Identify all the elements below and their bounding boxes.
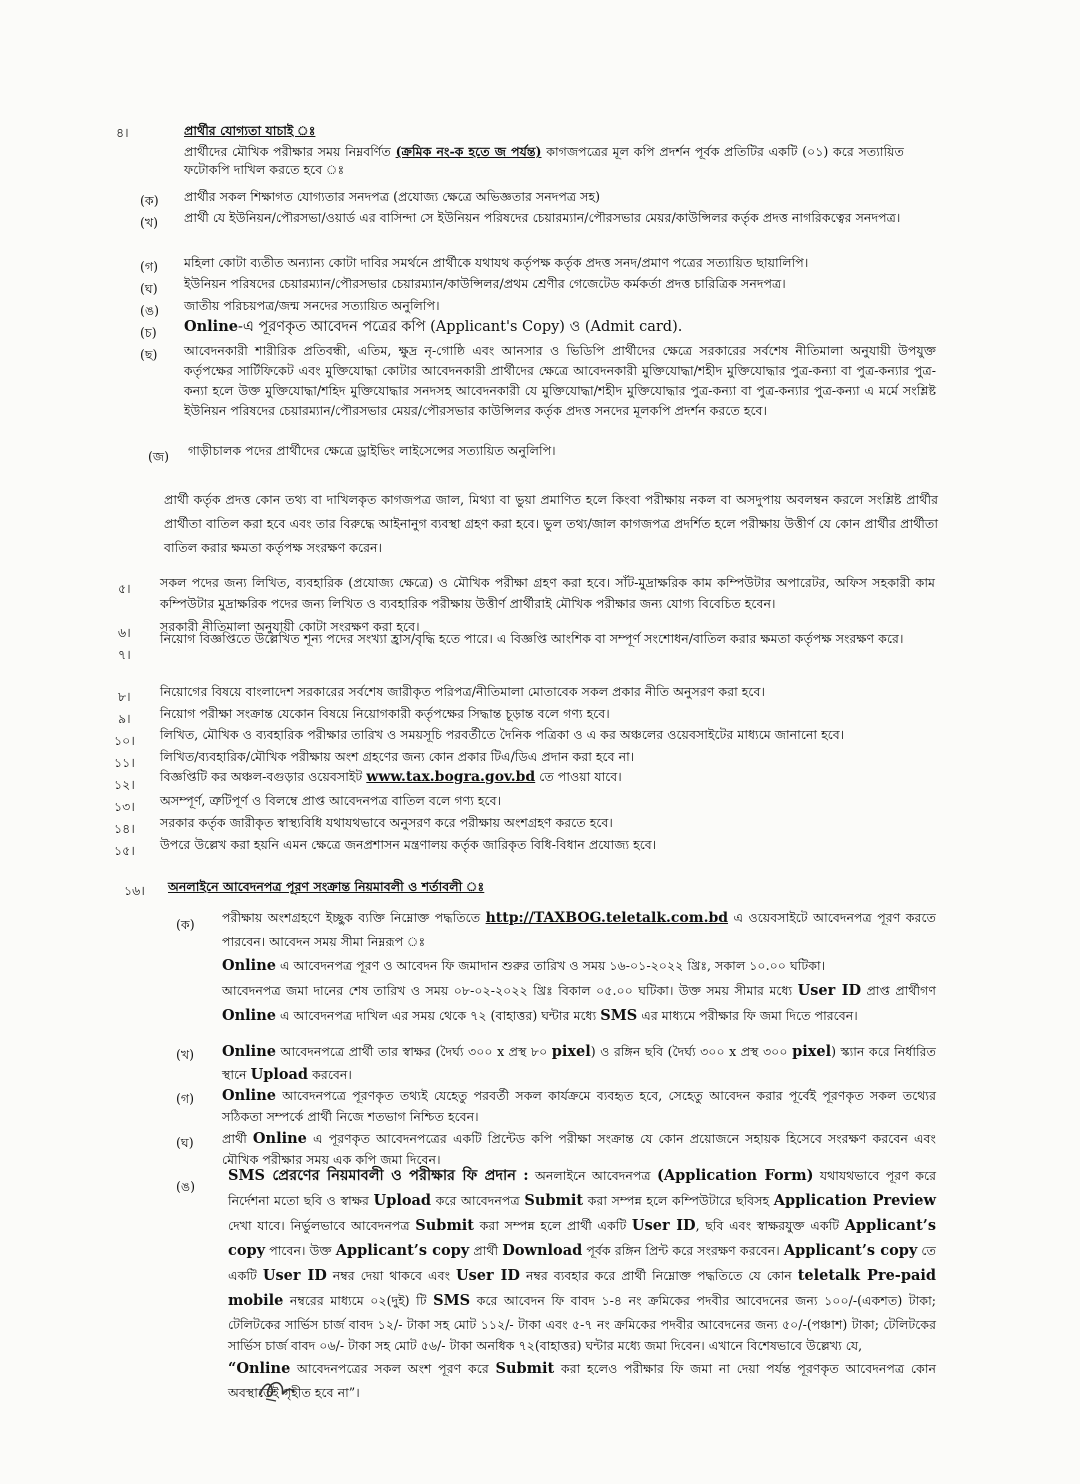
rule-text-part: এ পূরণকৃত আবেদনপত্রের একটি প্রিন্টেড কপি পরীক্ষা সংক্রান্ত যে কোন প্রয়োজনে সহায়ক হিসেবে সংরক্ষণ করবেন এবং মৌখিক পরীক্ষার সময় এক কপি জমা দিবেন। <box>222 1131 936 1168</box>
rule-text-part: করা সম্পন্ন হলে প্রার্থী একটি <box>474 1217 632 1233</box>
list-item: জাতীয় পরিচয়পত্র/জন্ম সনদের সত্যায়িত অনুলিপি। <box>184 298 440 313</box>
list-item: আবেদনকারী শারীরিক প্রতিবন্ধী, এতিম, ক্ষুদ্র নৃ-গোষ্ঠি এবং আনসার ও ভিডিপি প্রার্থীদের ক্ষেত্রে সরকারের সর্বশেষ নীতিমালা অনুযায়ী উপযুক্ত কর্তৃপক্ষের সার্টিফিকেট এবং মুক্তিযোদ্ধা কোটার আবেদনকারী প্রার্থীদের ক্ষেত্রে আবেদনকারী মুক্তিযোদ্ধা/শহীদ মুক্তিযোদ্ধার পুত্র-কন্যা বা পুত্র-কন্যার পুত্র-কন্যা হলে উক্ত মুক্তিযোদ্ধা/শহিদ মুক্তিযোদ্ধার সনদসহ আবেদনকারী যে মুক্তিযোদ্ধা/শহীদ মুক্তিযোদ্ধার পুত্র-কন্যা বা পুত্র-কন্যার পুত্র-কন্যা এ মর্মে সংশ্লিষ্ট ইউনিয়ন পরিষদের চেয়ারম্যান/পৌরসভার মেয়র/পৌরসভার কাউন্সিলর কর্তৃক প্রদত্ত সনদের মূলকপি প্রদর্শন করতে হবে। <box>184 343 936 419</box>
rule-text-part: আবেদনপত্র জমা দানের শেষ তারিখ ও সময় ০৮-০২-২০২২ খ্রিঃ বিকাল ০৫.০০ ঘটিকা। উক্ত সময় সীমার মধ্যে <box>222 982 798 998</box>
rule-number: ৯। <box>118 711 131 726</box>
rule-number: ১৩। <box>114 799 135 814</box>
item-mark: (ছ) <box>140 347 158 362</box>
item-mark: (ঘ) <box>140 281 158 296</box>
rule-text-part: করবেন। <box>308 1067 352 1083</box>
warning-paragraph: প্রার্থী কর্তৃক প্রদত্ত কোন তথ্য বা দাখিলকৃত কাগজপত্র জাল, মিথ্যা বা ভুয়া প্রমাণিত হলে কিংবা পরীক্ষায় নকল বা অসদুপায় অবলম্বন করলে সংশ্লিষ্ট প্রার্থীর প্রার্থীতা বাতিল করা হবে এবং তার বিরুদ্ধে আইনানুগ ব্যবস্থা গ্রহণ করা হবে। ভুল তথ্য/জাল কাগজপত্র প্রদর্শিত হলে পরীক্ষায় উত্তীর্ণ যে কোন প্রার্থীর প্রার্থীতা বাতিল করার ক্ষমতা কর্তৃপক্ষ সংরক্ষণ করেন। <box>164 492 938 555</box>
section-number-4: ৪। <box>116 125 129 140</box>
submit-word: Submit <box>415 1216 474 1234</box>
rule-text-part: নম্বর ব্যবহার করে প্রার্থী নিম্নোক্ত পদ্ধতিতে যে কোন <box>520 1267 798 1283</box>
download-word: Download <box>502 1241 583 1259</box>
rule-number: ৬। <box>118 625 131 640</box>
rule-text-part: ) ও রঙ্গিন ছবি (দৈর্ঘ্য ৩০০ x প্রস্থ ৩০০ <box>590 1044 793 1059</box>
intro-text: প্রার্থীদের মৌখিক পরীক্ষার সময় নিম্নবর্ণিত <box>184 144 396 159</box>
item-mark: (খ) <box>140 215 159 230</box>
preview-word: Application Preview <box>773 1191 936 1209</box>
rule-text-part: আবেদনপত্রের সকল অংশ পূরণ করে <box>290 1360 496 1376</box>
rule-number: ৫। <box>118 581 131 596</box>
heading-text: প্রার্থীর যোগ্যতা যাচাই ঃ <box>184 123 316 138</box>
item-text: -এ পূরণকৃত আবেদন পত্রের কপি (Applicant's Copy) ও (Admit card). <box>237 319 683 335</box>
rule-text-part: পরীক্ষায় অংশগ্রহণে ইচ্ছুক ব্যক্তি নিম্নোক্ত পদ্ধতিতে <box>222 910 486 925</box>
rule-text: লিখিত/ব্যবহারিক/মৌখিক পরীক্ষায় অংশ গ্রহণের জন্য কোন প্রকার টিএ/ডিএ প্রদান করা হবে না। <box>160 749 635 764</box>
list-item: গাড়ীচালক পদের প্রার্থীদের ক্ষেত্রে ড্রাইভিং লাইসেন্সের সত্যায়িত অনুলিপি। <box>188 443 556 458</box>
heading-text: অনলাইনে আবেদনপত্র পূরণ সংক্রান্ত নিয়মাবলী ও শর্তাবলী ঃ <box>168 879 485 894</box>
rule-number: ৮। <box>118 689 131 704</box>
rule-text-part: প্রাপ্ত প্রার্থীগণ <box>861 982 937 998</box>
item-mark: (ঘ) <box>176 1135 194 1150</box>
upload-word: Upload <box>373 1191 432 1209</box>
item-mark: (ক) <box>176 917 195 932</box>
item-mark: (ঙ) <box>140 303 160 318</box>
rule-text: সরকার কর্তৃক জারীকৃত স্বাস্থ্যবিধি যথাযথভাবে অনুসরণ করে পরীক্ষায় অংশগ্রহণ করতে হবে। <box>160 815 613 830</box>
rule-text-part: আবেদনপত্রে পূরণকৃত তথ্যই যেহেতু পরবর্তী সকল কার্যক্রমে ব্যবহৃত হবে, সেহেতু আবেদন করার পূর্বেই পূরণকৃত সকল তথ্যের সঠিকতা সম্পর্কে প্রার্থী নিজে শতভাগ নিশ্চিত হবেন। <box>222 1088 936 1125</box>
rule-number: ১৪। <box>114 821 135 836</box>
rule-text-part: পাবেন। উক্ত <box>265 1242 336 1258</box>
online-word: Online <box>222 1007 276 1025</box>
rule-text-part: তে একটি <box>228 1242 936 1283</box>
online-word: Online <box>184 318 238 335</box>
rule-text: অসম্পূর্ণ, ত্রুটিপূর্ণ ও বিলম্বে প্রাপ্ত আবেদনপত্র বাতিল বলে গণ্য হবে। <box>160 793 502 808</box>
sms-rules-title: SMS প্রেরণের নিয়মাবলী ও পরীক্ষার ফি প্রদান : <box>228 1167 529 1184</box>
rule-text-part: এ আবেদনপত্র দাখিল এর সময় থেকে ৭২ (বাহাত্তর) ঘন্টার মধ্যে <box>275 1008 601 1024</box>
rule-text-part: প্রার্থী <box>222 1131 253 1146</box>
rule-text <box>160 768 935 788</box>
rule-text-part: নম্বরের মাধ্যমে ০২(দুই) টি <box>283 1292 434 1308</box>
online-word: Online <box>222 1043 276 1060</box>
rule-text-part: ) স্ক্যান করে নির্ধারিত স্থানে <box>222 1044 936 1083</box>
rule-text-part: পূর্বক রঙ্গিন প্রিন্ট করে সংরক্ষণ করবেন। <box>582 1242 784 1258</box>
user-id-word: User ID <box>455 1266 520 1284</box>
upload-word: Upload <box>250 1066 309 1084</box>
item-mark: (ক) <box>140 193 159 208</box>
item-mark: (চ) <box>140 325 157 340</box>
applicant-copy-word: Applicant’s copy <box>335 1241 470 1259</box>
rule-text: সরকারী নীতিমালা অনুযায়ী কোটা সংরক্ষণ করা হবে। <box>160 619 420 634</box>
rule-text-part: করা হলেও পরীক্ষার ফি জমা না দেয়া পর্যন্ত পূরণকৃত আবেদনপত্র কোন অবস্থাতেই গৃহীত হবে না”। <box>228 1360 936 1400</box>
website-link[interactable]: www.tax.bogra.gov.bd <box>366 769 536 785</box>
user-id-word: User ID <box>262 1266 327 1284</box>
rule-number: ১৫। <box>114 843 135 858</box>
teletalk-word: teletalk Pre-paid mobile <box>228 1266 937 1309</box>
rule-text-part: যথাযথভাবে পূরণ করে নির্দেশনা মতো ছবি ও স্বাক্ষর <box>228 1168 937 1208</box>
rule-text: লিখিত, মৌখিক ও ব্যবহারিক পরীক্ষার তারিখ ও সময়সূচি পরবর্তীতে দৈনিক পত্রিকা ও এ কর অঞ্চলের ওয়েবসাইটের মাধ্যমে জানানো হবে। <box>160 727 845 742</box>
applicant-copy-word: Applicant’s copy <box>228 1216 936 1259</box>
item-mark: (ঙ) <box>176 1179 196 1194</box>
rule-text-part: , ছবি এবং স্বাক্ষরযুক্ত একটি <box>695 1217 845 1233</box>
user-id-word: User ID <box>797 981 862 999</box>
rule-text-part: এ আবেদনপত্র পূরণ ও আবেদন ফি জমাদান শুরুর তারিখ ও সময় ১৬-০১-২০২২ খ্রিঃ, সকাল ১০.০০ ঘটিকা। <box>275 957 826 973</box>
rule-number: ১১। <box>114 755 135 770</box>
sms-word: SMS <box>600 1007 638 1025</box>
section-16-heading <box>168 878 484 896</box>
rule-text-part: দেখা যাবে। নির্ভুলভাবে আবেদনপত্র <box>228 1217 416 1233</box>
pixel-word: pixel <box>792 1043 832 1060</box>
user-id-word: User ID <box>631 1216 696 1234</box>
online-word: Online <box>222 956 276 974</box>
submit-word: Submit <box>524 1191 584 1209</box>
rule-text-part: আবেদনপত্রে প্রার্থী তার স্বাক্ষর (দৈর্ঘ্য ৩০০ x প্রস্থ ৮০ <box>275 1044 552 1059</box>
rule-text: নিয়োগ বিজ্ঞপ্তিতে উল্লেখিত শূন্য পদের সংখ্যা হ্রাস/বৃদ্ধি হতে পারে। এ বিজ্ঞপ্তি আংশিক বা সম্পূর্ণ সংশোধন/বাতিল করার ক্ষমতা কর্তৃপক্ষ সংরক্ষণ করে। <box>160 631 904 646</box>
online-word: Online <box>252 1130 307 1147</box>
rule-text-part: এর মাধ্যমে পরীক্ষার ফি জমা দিতে পারবেন। <box>637 1008 858 1024</box>
item-mark: (গ) <box>176 1091 195 1106</box>
online-rule-g <box>222 1084 936 1127</box>
list-item <box>184 317 904 338</box>
rule-text-part: করা সম্পন্ন হলে কম্পিউটারে ছবিসহ <box>583 1192 774 1208</box>
section-4-intro <box>184 143 904 179</box>
rule-text-part: প্রার্থী <box>469 1242 503 1258</box>
intro-emphasis: (ক্রমিক নং-ক হতে জ পর্যন্ত) <box>395 144 542 159</box>
rule-number: ৭। <box>118 647 131 662</box>
online-rule-k <box>222 906 936 1029</box>
rule-text: নিয়োগ পরীক্ষা সংক্রান্ত যেকোন বিষয়ে নিয়োগকারী কর্তৃপক্ষের সিদ্ধান্ত চূড়ান্ত বলে গণ্য হবে। <box>160 706 610 721</box>
rule-text-part: করে আবেদনপত্র <box>431 1192 525 1208</box>
rule-number: ১০। <box>114 733 135 748</box>
online-word: Online <box>236 1359 291 1377</box>
section-4-heading <box>184 122 315 140</box>
online-word: Online <box>222 1087 276 1104</box>
application-form-word: (Application Form) <box>657 1167 814 1184</box>
signature-mark <box>256 1373 296 1403</box>
teletalk-website-link[interactable]: http://TAXBOG.teletalk.com.bd <box>485 910 729 926</box>
applicant-copy-word: Applicant’s copy <box>783 1241 918 1259</box>
intro-text-end: কাগজপত্রের মূল কপি প্রদর্শন পূর্বক প্রতিটির একটি (০১) করে সত্যায়িত ফটোকপি দাখিল করতে হবে ঃ <box>184 144 905 177</box>
rule-text-part: তে পাওয়া যাবে। <box>535 769 622 784</box>
online-rule-ng <box>228 1164 936 1404</box>
submit-word: Submit <box>495 1359 555 1377</box>
sms-word: SMS <box>433 1291 471 1309</box>
rule-text-part: এ ওয়েবসাইটে আবেদনপত্র পূরণ করতে পারবেন। আবেদন সময় সীমা নিম্নরূপ ঃ <box>222 910 936 949</box>
rule-text: নিয়োগের বিষয়ে বাংলাদেশ সরকারের সর্বশেষ জারীকৃত পরিপত্র/নীতিমালা মোতাবেক সকল প্রকার নীতি অনুসরণ করা হবে। <box>160 684 765 699</box>
pixel-word: pixel <box>551 1043 591 1060</box>
rule-number: ১২। <box>114 777 135 792</box>
rule-text-part: নম্বর দেয়া থাকবে এবং <box>326 1267 456 1283</box>
list-item: প্রার্থী যে ইউনিয়ন/পৌরসভা/ওয়ার্ড এর বাসিন্দা সে ইউনিয়ন পরিষদের চেয়ারম্যান/পৌরসভার মেয়র/কাউন্সিলর কর্তৃক প্রদত্ত নাগরিকত্বের সনদপত্র। <box>184 210 901 225</box>
list-item: মহিলা কোটা ব্যতীত অন্যান্য কোটা দাবির সমর্থনে প্রার্থীকে যথাযথ কর্তৃপক্ষ কর্তৃক প্রদত্ত সনদ/প্রমাণ পত্রের সত্যায়িত ছায়ালিপি। <box>184 255 809 270</box>
item-mark: (খ) <box>176 1047 195 1062</box>
item-mark: (গ) <box>140 259 159 274</box>
quote-mark: “ <box>228 1359 237 1377</box>
online-rule-kh <box>222 1040 936 1086</box>
item-mark: (জ) <box>148 449 170 464</box>
rule-text-part: করে আবেদন ফি বাবদ ১-৪ নং ক্রমিকের পদবীর আবেদনের জন্য ১০০/-(একশত) টাকা; টেলিটকের সার্ভিস চার্জ বাবদ ১২/- টাকা সহ মোট ১১২/- টাকা এবং ৫-৭ নং ক্রমিকের পদবীর আবেদনের জন্য ৫০/-(পঞ্চাশ) টাকা; টেলিটকের সার্ভিস চার্জ বাবদ ০৬/- টাকা সহ মোট ৫৬/- টাকা অনধিক ৭২(বাহাত্তর) ঘন্টার মধ্যে জমা দিবেন। এখানে বিশেষভাবে উল্লেখ্য যে, <box>228 1292 936 1354</box>
rule-text-part: বিজ্ঞপ্তিটি কর অঞ্চল-বগুড়ার ওয়েবসাইট <box>160 769 367 784</box>
rule-text: উপরে উল্লেখ করা হয়নি এমন ক্ষেত্রে জনপ্রশাসন মন্ত্রণালয় কর্তৃক জারিকৃত বিধি-বিধান প্রযোজ্য হবে। <box>160 837 657 852</box>
section-number-16: ১৬। <box>124 883 145 898</box>
rule-text-part: অনলাইনে আবেদনপত্র <box>528 1168 657 1183</box>
list-item: প্রার্থীর সকল শিক্ষাগত যোগ্যতার সনদপত্র (প্রযোজ্য ক্ষেত্রে অভিজ্ঞতার সনদপত্র সহ) <box>184 189 601 204</box>
list-item: ইউনিয়ন পরিষদের চেয়ারম্যান/পৌরসভার চেয়ারম্যান/কাউন্সিলর/প্রথম শ্রেণীর গেজেটেড কর্মকর্তা প্রদত্ত চারিত্রিক সনদপত্র। <box>184 276 786 291</box>
rule-text: সকল পদের জন্য লিখিত, ব্যবহারিক (প্রযোজ্য ক্ষেত্রে) ও মৌখিক পরীক্ষা গ্রহণ করা হবে। সাঁট-মুদ্রাক্ষরিক কাম কম্পিউটার অপারেটর, অফিস সহকারী কাম কম্পিউটার মুদ্রাক্ষরিক পদের জন্য লিখিত ও ব্যবহারিক পরীক্ষায় উত্তীর্ণ প্রার্থীরাই মৌখিক পরীক্ষার জন্য যোগ্য বিবেচিত হবেন। <box>160 575 935 611</box>
